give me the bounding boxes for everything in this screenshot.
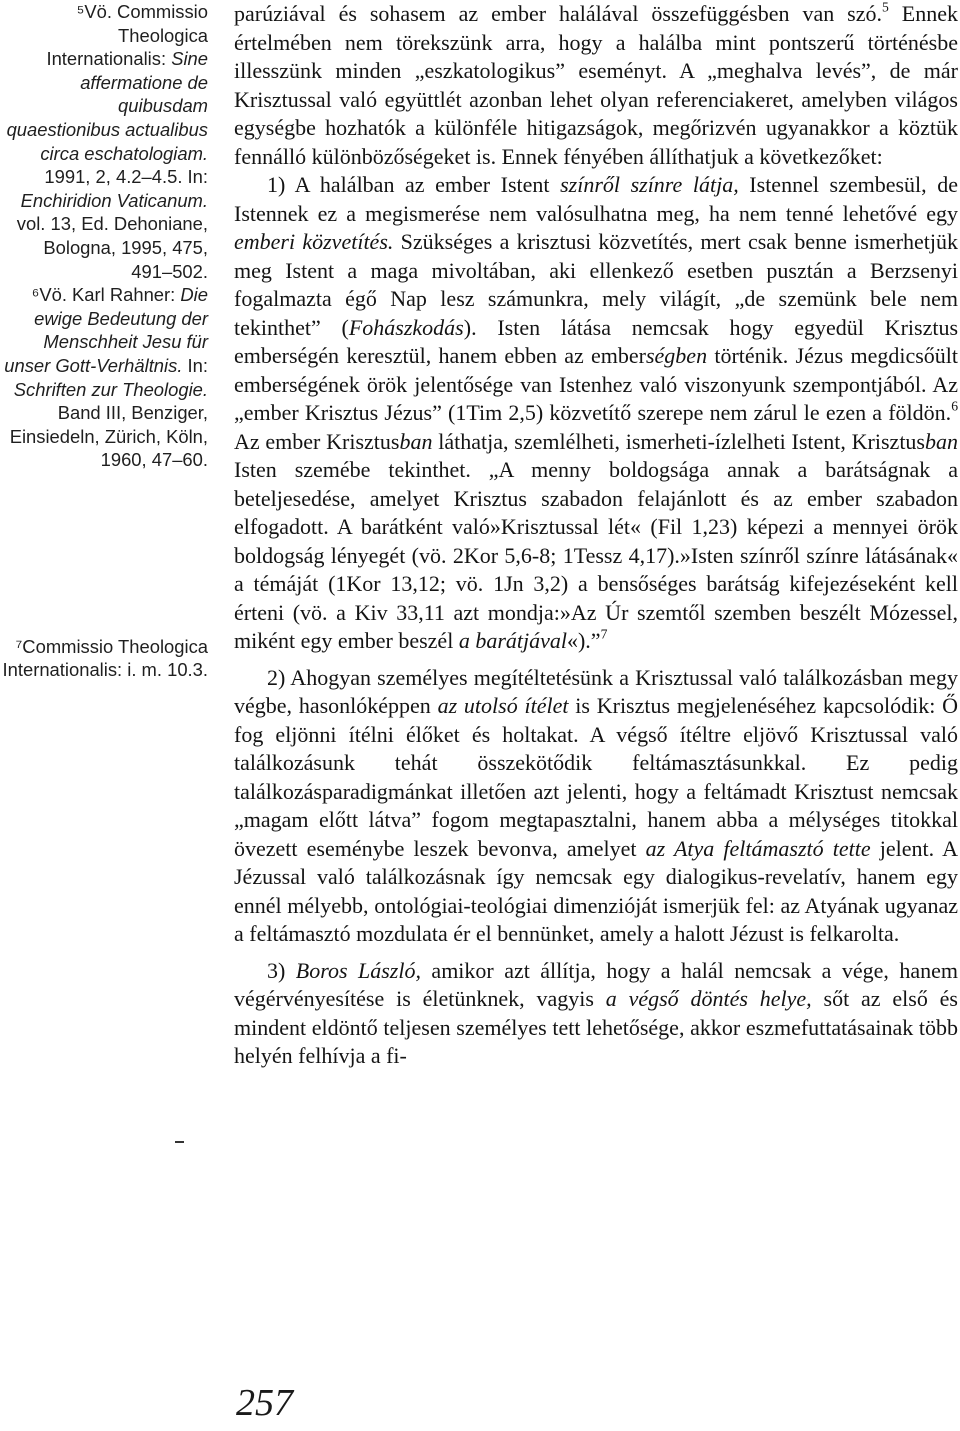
paragraph-1: parúziával és sohasem az ember halálával összefüggésben van szó.$^5$ Ennek értelmében nem törekszünk arra, hogy a halálba mint pontszerű történésbe illesszünk minden „eszkatologikus” eseményt. A „meghalva levés”, de már Krisztussal való együttlét azonban lehet olyan referenciakeret, amelyben világos egységbe hozhatók a különféle hitigazságok, megőrizvén ugyanakkor a köztük fennálló különbözőségeket is. Ennek fényében állíthatjuk a következőket: <box>234 0 958 169</box>
body-text <box>234 0 958 1071</box>
footnote-7: ⁷Commissio Theologica Internationalis: i. m. 10.3. <box>2 635 208 681</box>
paragraph-point-2: 2) Ahogyan személyes megítéltetésünk a Krisztussal való találkozásban megy végbe, hasonlóképpen az utolsó ítélet is Krisztus megjelenéséhez kapcsolódik: Ő fog eljönni ítélni élőket és holtakat. A végső ítéltre eljövő Krisztussal való találkozásunk tehát összekötődik feltámasztásunkkal. Ez pedig találkozásparadigmánkat illetően azt jelenti, hogy a feltámadt Krisztust nemcsak „magam előtt látva” fogom megtapasztalni, hanem abba a mélységes titokkal övezett eseménybe leszek bevonva, amelyet az Atya feltámasztó tette jelent. A Jézussal való találkozásnak így nemcsak egy dialogikus-revelatív, hanem egy ennél mélyebb, ontológiai-teológiai dimenzióját ismerjük fel: az Atyának ugyanaz a feltámasztó mozdulata ér el bennünket, amely a halott Jézust is felkarolta. <box>234 664 958 946</box>
paragraph-point-1: 1) A halálban az ember Istent színről színre látja, Istennel szembesül, de Istennek ez a megismerése nem valósulhatna meg, ha nem tenné lehetővé egy emberi közvetítés. Szükséges a krisztusi közvetítés, mert csak benne ismerhetjük meg Istent a maga mivoltában, aki ellenkező esetben pusztán a Berzsenyi fogalmazta égő Nap lesz számunkra, mely világít, „de szemünk bele nem tekinthet” (Fohászkodás). Isten látása nemcsak hogy egyedül Krisztus emberségén keresztül, hanem ebben az emberségben történik. Jézus megdicsőült emberségének örök jelentősége van Istenhez való viszonyunk szempontjából. Az „ember Krisztus Jézus” (1Tim 2,5) közvetítő szerepe nem zárul le ezen a földön.$^6$ Az ember Krisztusban láthatja, szemlélheti, ismerheti-ízlelheti Istent, Krisztusban Isten szemébe tekinthet. „A menny boldogsága annak a barátságnak a beteljesedése, amelyet Krisztus szabadon felajánlott és az ember szabadon elfogadott. A barátként való»Krisztussal lét« (Fil 1,23) képezi a mennyei örök boldogság lényegét (vö. 2Kor 5,6-8; 1Tessz 4,17).»Isten színről színre látásának« a témáját (1Kor 13,12; vö. 1Jn 3,2) a bensőséges barátság kifejezéseként kell érteni (vö. a Kiv 33,11 azt mondja:»Az Úr szemtől szemben beszélt Mózessel, miként egy ember beszél a barátjával«).”$^7$ <box>234 172 959 653</box>
footnote-5: ⁵Vö. Commissio Theologica Internationalis: Sine affermatione de quibusdam quaestionibus actualibus circa eschatologiam. 1991, 2, 4.2–4.5. In: Enchiridion Vaticanum. vol. 13, Ed. Dehoniane, Bologna, 1995, 475, 491–502. <box>6 1 208 282</box>
margin-notes <box>0 0 208 682</box>
note-spacer <box>0 472 208 635</box>
paragraph-point-3: 3) Boros László, amikor azt állítja, hogy a halál nemcsak a vége, hanem végérvényesítése is életünknek, vagyis a végső döntés helye, sőt az első és mindent eldöntő teljesen személyes tett lehetősége, akkor eszmefuttatásainak több helyén felhívja a fi- <box>234 957 958 1068</box>
margin-dash <box>175 1141 184 1143</box>
page-number: 257 <box>236 1382 293 1424</box>
footnote-6: ⁶Vö. Karl Rahner: Die ewige Bedeutung der Menschheit Jesu für unser Gott-Verhältnis. In: Schriften zur Theologie. Band III, Benziger, Einsiedeln, Zürich, Köln, 1960, 47–60. <box>4 284 208 471</box>
